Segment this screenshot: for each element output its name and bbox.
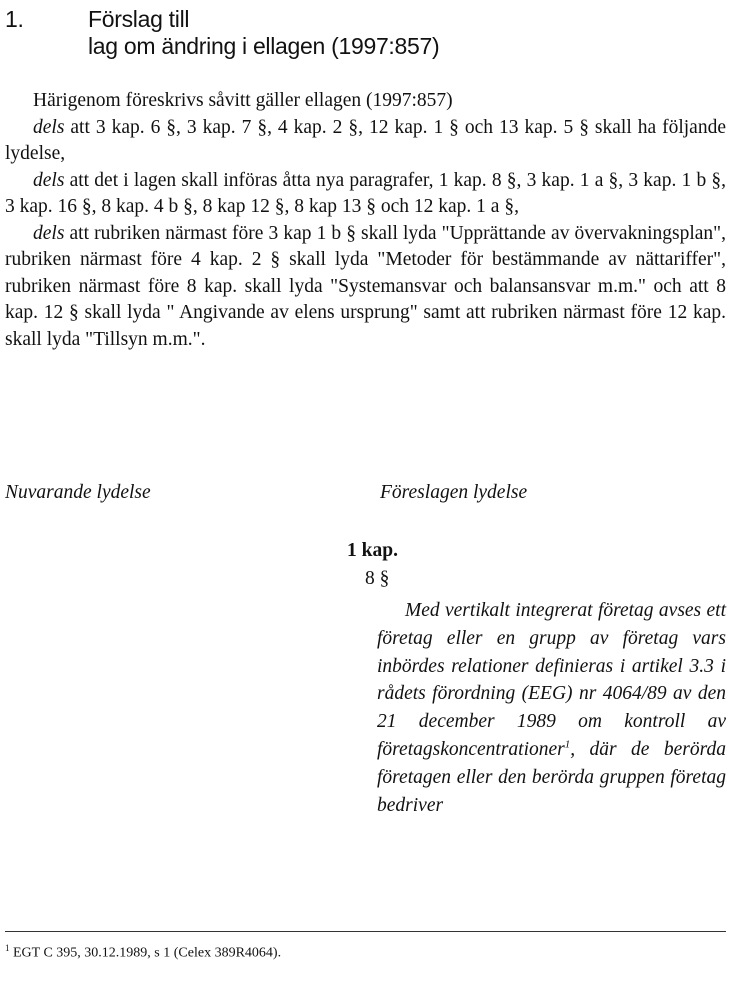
section-number: 1. [5, 6, 24, 32]
dels-label: dels [33, 222, 65, 244]
footnote-number: 1 [5, 943, 10, 953]
dels-label: dels [33, 169, 65, 191]
proposed-text-continuation: , där de berörda företagen eller den berörda gruppen företag bedriver [377, 738, 726, 816]
proposed-text [377, 597, 726, 819]
chapter-label: 1 kap. [347, 540, 398, 561]
dels-label: dels [33, 116, 65, 138]
section-label: 8 § [365, 568, 390, 589]
intro-paragraph-2-text: att 3 kap. 6 §, 3 kap. 7 §, 4 kap. 2 §, 12 kap. 1 § och 13 kap. 5 § skall ha följande lydelse, [5, 116, 726, 164]
intro-paragraph-2 [5, 115, 726, 168]
column-header-proposed: Föreslagen lydelse [380, 482, 528, 503]
footnote-reference[interactable]: 1 [564, 738, 571, 751]
intro-paragraph-1: Härigenom föreskrivs såvitt gäller ellagen (1997:857) [33, 90, 453, 111]
footnote-divider [5, 931, 726, 932]
heading-line-1: Förslag till [88, 6, 190, 32]
intro-paragraph-3 [5, 168, 726, 221]
footnote [5, 943, 281, 962]
proposed-text-body: Med vertikalt integrerat företag avses ett företag eller en grupp av företag vars inbördes relationer definieras i artikel 3.3 i rådets förordning (EEG) nr 4064/89 av den 21 december 1989 om kontroll av företagskoncentrationer [377, 600, 726, 760]
column-header-current: Nuvarande lydelse [5, 482, 151, 503]
intro-paragraph-3-text: att det i lagen skall införas åtta nya paragrafer, 1 kap. 8 §, 3 kap. 1 a §, 3 kap. 1 b §, 3 kap. 16 §, 8 kap. 4 b §, 8 kap 12 §, 8 kap 13 § och 12 kap. 1 a §, [5, 169, 726, 217]
footnote-text: EGT C 395, 30.12.1989, s 1 (Celex 389R4064). [9, 945, 282, 961]
intro-paragraph-4 [5, 221, 726, 354]
intro-text [5, 88, 726, 353]
heading-line-2: lag om ändring i ellagen (1997:857) [88, 33, 440, 59]
intro-paragraph-4-text: att rubriken närmast före 3 kap 1 b § skall lyda "Upprättande av övervakningsplan", rubriken närmast före 4 kap. 2 § skall lyda "Metoder för bestämmande av nättariffer", rubriken närmast före 8 kap. skall lyda "Systemansvar och balansansvar m.m." och att 8 kap. 12 § skall lyda " Angivande av elens ursprung" samt att rubriken närmast före 12 kap. skall lyda "Tillsyn m.m.". [5, 222, 726, 350]
